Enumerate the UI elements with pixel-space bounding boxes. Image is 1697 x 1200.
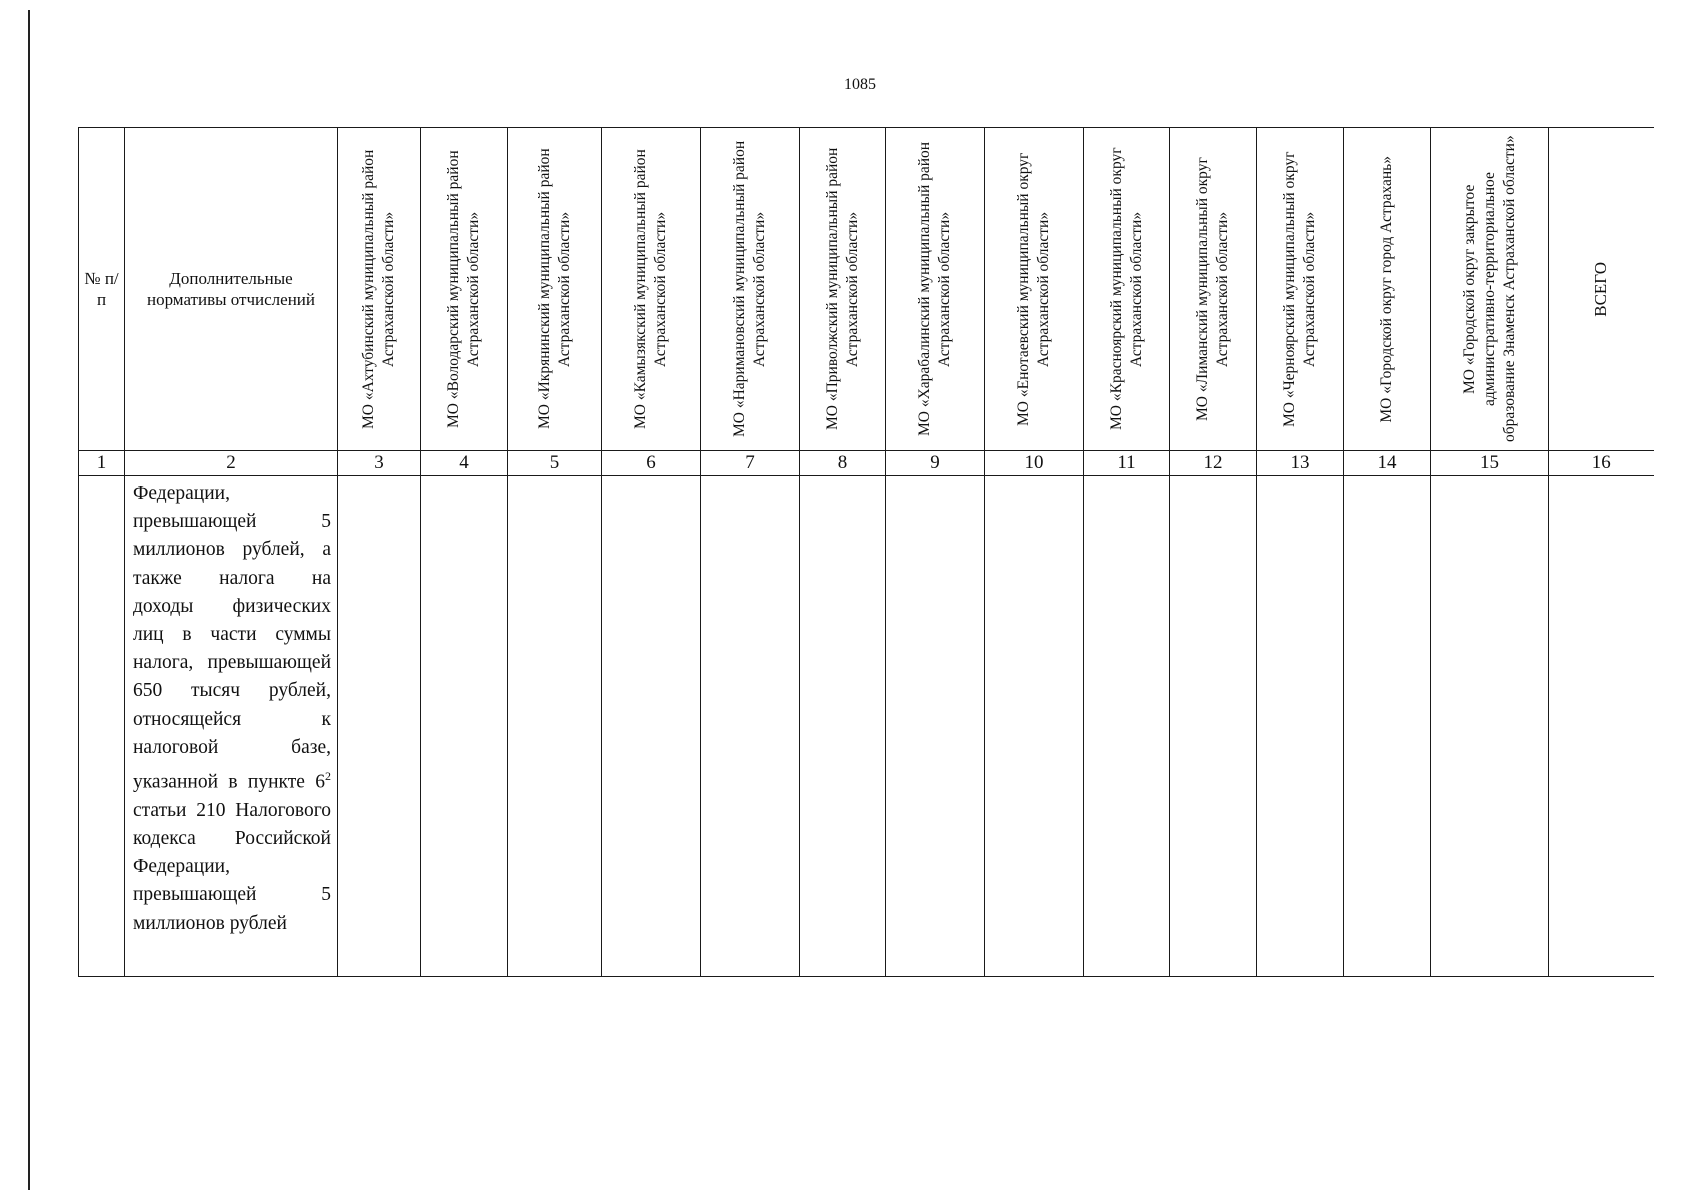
value-cell [1431,476,1549,977]
binding-margin-line [28,10,30,1190]
column-number: 9 [886,451,985,476]
value-cell [1257,476,1344,977]
column-number: 13 [1257,451,1344,476]
value-cell [886,476,985,977]
column-number: 10 [985,451,1084,476]
value-cell [985,476,1084,977]
row-description-cell [125,476,338,977]
value-cell [701,476,800,977]
column-number: 8 [800,451,886,476]
column-number: 5 [508,451,602,476]
column-number: 6 [602,451,701,476]
value-cell [1344,476,1431,977]
column-number: 1 [79,451,125,476]
header-cell-enotaevsky: МО «Енотаевский муниципальный округ Астраханской области» [985,128,1084,451]
column-number: 14 [1344,451,1431,476]
column-number: 15 [1431,451,1549,476]
column-number: 4 [421,451,508,476]
page-number: 1085 [844,76,876,93]
header-cell-volodarsky: МО «Володарский муниципальный район Астраханской области» [421,128,508,451]
column-number: 3 [338,451,421,476]
value-cell [602,476,701,977]
value-cell [421,476,508,977]
header-cell-ikryaninsky: МО «Икрянинский муниципальный район Астраханской области» [508,128,602,451]
table-row [79,476,1654,977]
header-cell-description: Дополнительные нормативы отчислений [125,128,338,451]
header-cell-limansky: МО «Лиманский муниципальный округ Астраханской области» [1170,128,1257,451]
header-cell-total: ВСЕГО [1549,128,1654,451]
header-cell-privolzhsky: МО «Приволжский муниципальный район Астраханской области» [800,128,886,451]
column-number: 2 [125,451,338,476]
table-header-row [79,128,1654,451]
header-cell-akhtubinsky: МО «Ахтубинский муниципальный район Астраханской области» [338,128,421,451]
value-cell [338,476,421,977]
header-cell-astrakhan: МО «Городской округ город Астрахань» [1344,128,1431,451]
header-cell-narimanovsky: МО «Наримановский муниципальный район Астраханской области» [701,128,800,451]
row-number-cell [79,476,125,977]
column-number: 16 [1549,451,1654,476]
column-number: 11 [1084,451,1170,476]
header-cell-znamensk: МО «Городской округ закрытое административно-территориальное образование Знаменск Астраханской области» [1431,128,1549,451]
header-cell-kamyzyaksky: МО «Камызякский муниципальный район Астраханской области» [602,128,701,451]
value-cell [800,476,886,977]
column-number: 12 [1170,451,1257,476]
column-number-row [79,451,1654,476]
header-cell-krasnoyarsky: МО «Красноярский муниципальный округ Астраханской области» [1084,128,1170,451]
value-cell [1084,476,1170,977]
deduction-norms-table [78,127,1654,977]
column-number: 7 [701,451,800,476]
header-cell-chernoyarsky: МО «Черноярский муниципальный округ Астраханской области» [1257,128,1344,451]
value-cell [1170,476,1257,977]
row-description-text: Федерации, превышающей 5 миллионов рублей, а также налога на доходы физических лиц в части суммы налога, превышающей 650 тысяч рублей, относящейся к налоговой базе, указанной в пункте $6^2$ статьи 210 Налогового кодекса Российской Федерации, превышающей 5 миллионов рублей [133,483,331,934]
superscript: 2 [325,769,331,784]
header-cell-kharabalinsky: МО «Харабалинский муниципальный район Астраханской области» [886,128,985,451]
value-cell [508,476,602,977]
header-cell-number: № п/п [79,128,125,451]
value-cell [1549,476,1654,977]
